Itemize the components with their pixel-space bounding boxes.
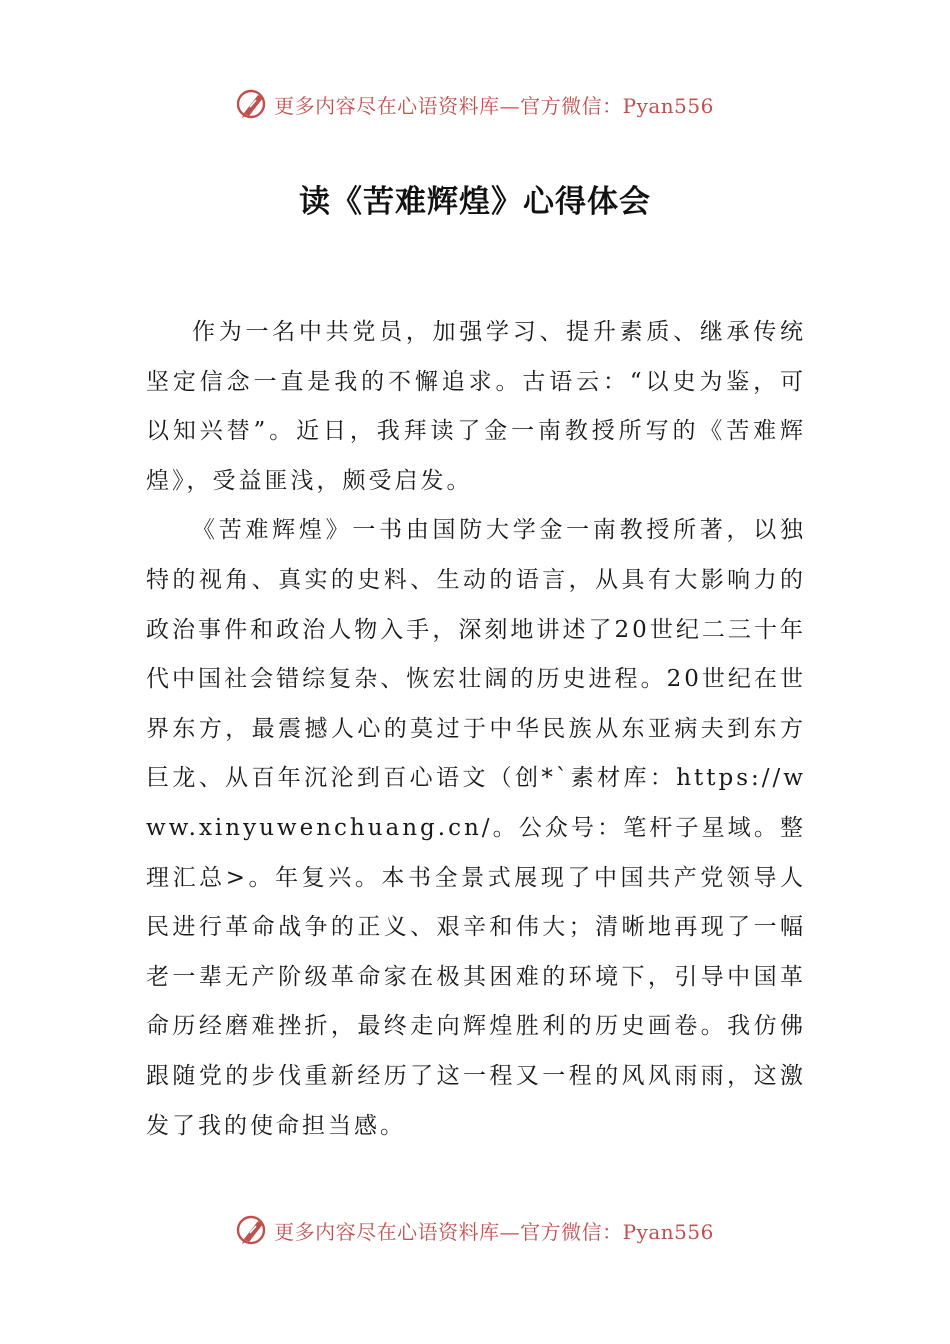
footer-banner-text: 更多内容尽在心语资料库—官方微信：Pyan556 bbox=[274, 1219, 714, 1244]
pen-nib-logo-icon bbox=[236, 87, 270, 121]
pen-nib-logo-icon bbox=[236, 1213, 270, 1247]
header-banner bbox=[0, 84, 950, 124]
paragraph-2: 《苦难辉煌》一书由国防大学金一南教授所著，以独特的视角、真实的史料、生动的语言，从具有大影响力的政治事件和政治人物入手，深刻地讲述了20世纪二三十年代中国社会错综复杂、恢宏壮阔的历史进程。20世纪在世界东方，最震撼人心的莫过于中华民族从东亚病夫到东方巨龙、从百年沉沦到百心语文（创*`素材库：https://www.xinyuwenchuang.cn/。公众号：笔杆子星域。整理汇总>。年复兴。本书全景式展现了中国共产党领导人民进行革命战争的正义、艰辛和伟大；清晰地再现了一幅老一辈无产阶级革命家在极其困难的环境下，引导中国革命历经磨难挫折，最终走向辉煌胜利的历史画卷。我仿佛跟随党的步伐重新经历了这一程又一程的风风雨雨，这激发了我的使命担当感。 bbox=[146, 517, 806, 1139]
document-body bbox=[146, 308, 806, 1151]
header-banner-text: 更多内容尽在心语资料库—官方微信：Pyan556 bbox=[274, 93, 714, 118]
footer-banner bbox=[0, 1210, 950, 1250]
paragraph-1: 作为一名中共党员，加强学习、提升素质、继承传统坚定信念一直是我的不懈追求。古语云：“以史为鉴，可以知兴替”。近日，我拜读了金一南教授所写的《苦难辉煌》，受益匪浅，颇受启发。 bbox=[146, 319, 806, 494]
page-title: 读《苦难辉煌》心得体会 bbox=[299, 184, 651, 220]
